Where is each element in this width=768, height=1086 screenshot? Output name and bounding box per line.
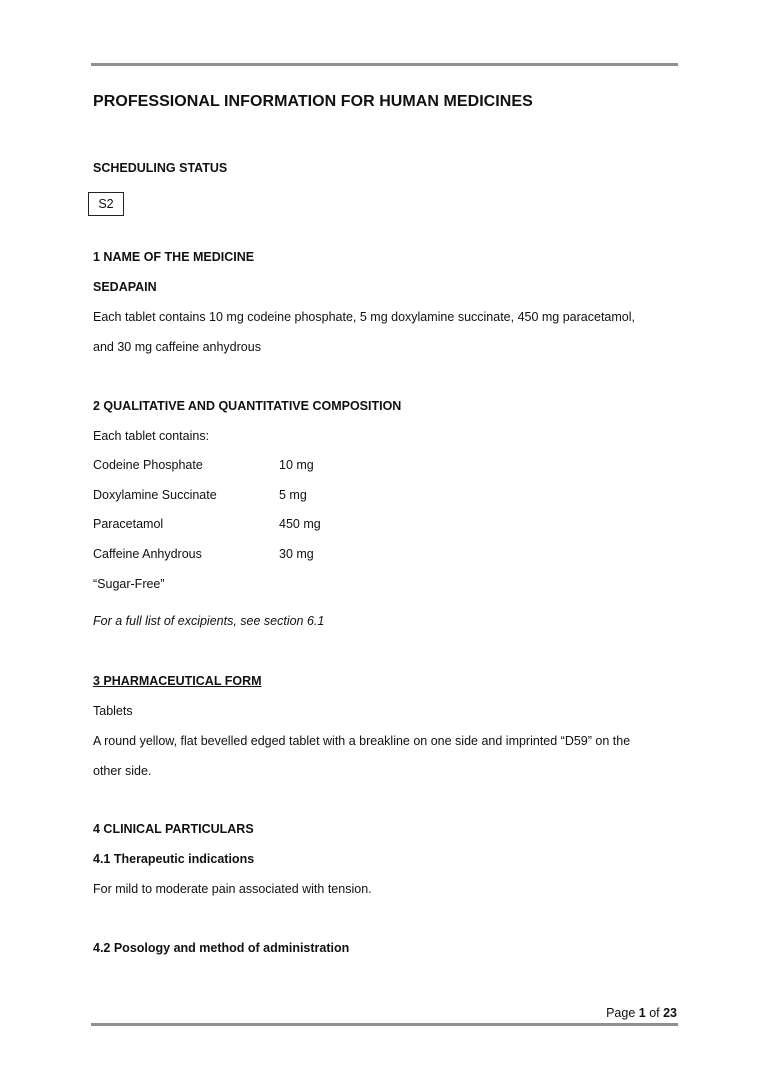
section3-line1: A round yellow, flat bevelled edged tablet with a breakline on one side and imprinted “D59” on the <box>93 734 631 748</box>
scheduling-status-heading: SCHEDULING STATUS <box>93 161 228 175</box>
ingredient-amount: 30 mg <box>279 547 314 561</box>
section3-line2: other side. <box>93 764 152 778</box>
top-rule <box>91 63 678 66</box>
scheduling-status-value: S2 <box>98 197 114 211</box>
product-name: SEDAPAIN <box>93 280 157 294</box>
section4-1-heading: 4.1 Therapeutic indications <box>93 852 255 866</box>
bottom-rule <box>91 1023 678 1026</box>
section2-heading: 2 QUALITATIVE AND QUANTITATIVE COMPOSITION <box>93 399 402 413</box>
page-current: 1 <box>638 1006 646 1020</box>
ingredient-name: Paracetamol <box>93 517 164 531</box>
ingredient-name: Codeine Phosphate <box>93 458 203 472</box>
excipients-note: For a full list of excipients, see section 6.1 <box>93 614 325 628</box>
section4-2-heading: 4.2 Posology and method of administration <box>93 941 350 955</box>
section4-heading: 4 CLINICAL PARTICULARS <box>93 822 254 836</box>
section4-1-text: For mild to moderate pain associated with tension. <box>93 882 372 896</box>
section1-heading: 1 NAME OF THE MEDICINE <box>93 250 255 264</box>
page-of: of <box>645 1006 664 1020</box>
page-total: 23 <box>663 1006 677 1020</box>
page-prefix: Page <box>606 1006 639 1020</box>
ingredient-amount: 450 mg <box>279 517 321 531</box>
scheduling-status-box <box>88 192 124 216</box>
page-number <box>606 1007 677 1020</box>
ingredient-name: Caffeine Anhydrous <box>93 547 202 561</box>
page-title: PROFESSIONAL INFORMATION FOR HUMAN MEDICINES <box>93 93 533 110</box>
section3-form: Tablets <box>93 704 133 718</box>
sugar-free-note: “Sugar-Free” <box>93 577 165 591</box>
section3-heading: 3 PHARMACEUTICAL FORM <box>93 674 262 688</box>
ingredient-name: Doxylamine Succinate <box>93 488 217 502</box>
section1-line1: Each tablet contains 10 mg codeine phosphate, 5 mg doxylamine succinate, 450 mg paracetamol, <box>93 310 635 324</box>
ingredient-amount: 10 mg <box>279 458 314 472</box>
section1-line2: and 30 mg caffeine anhydrous <box>93 340 261 354</box>
section2-intro: Each tablet contains: <box>93 429 210 443</box>
ingredient-amount: 5 mg <box>279 488 307 502</box>
